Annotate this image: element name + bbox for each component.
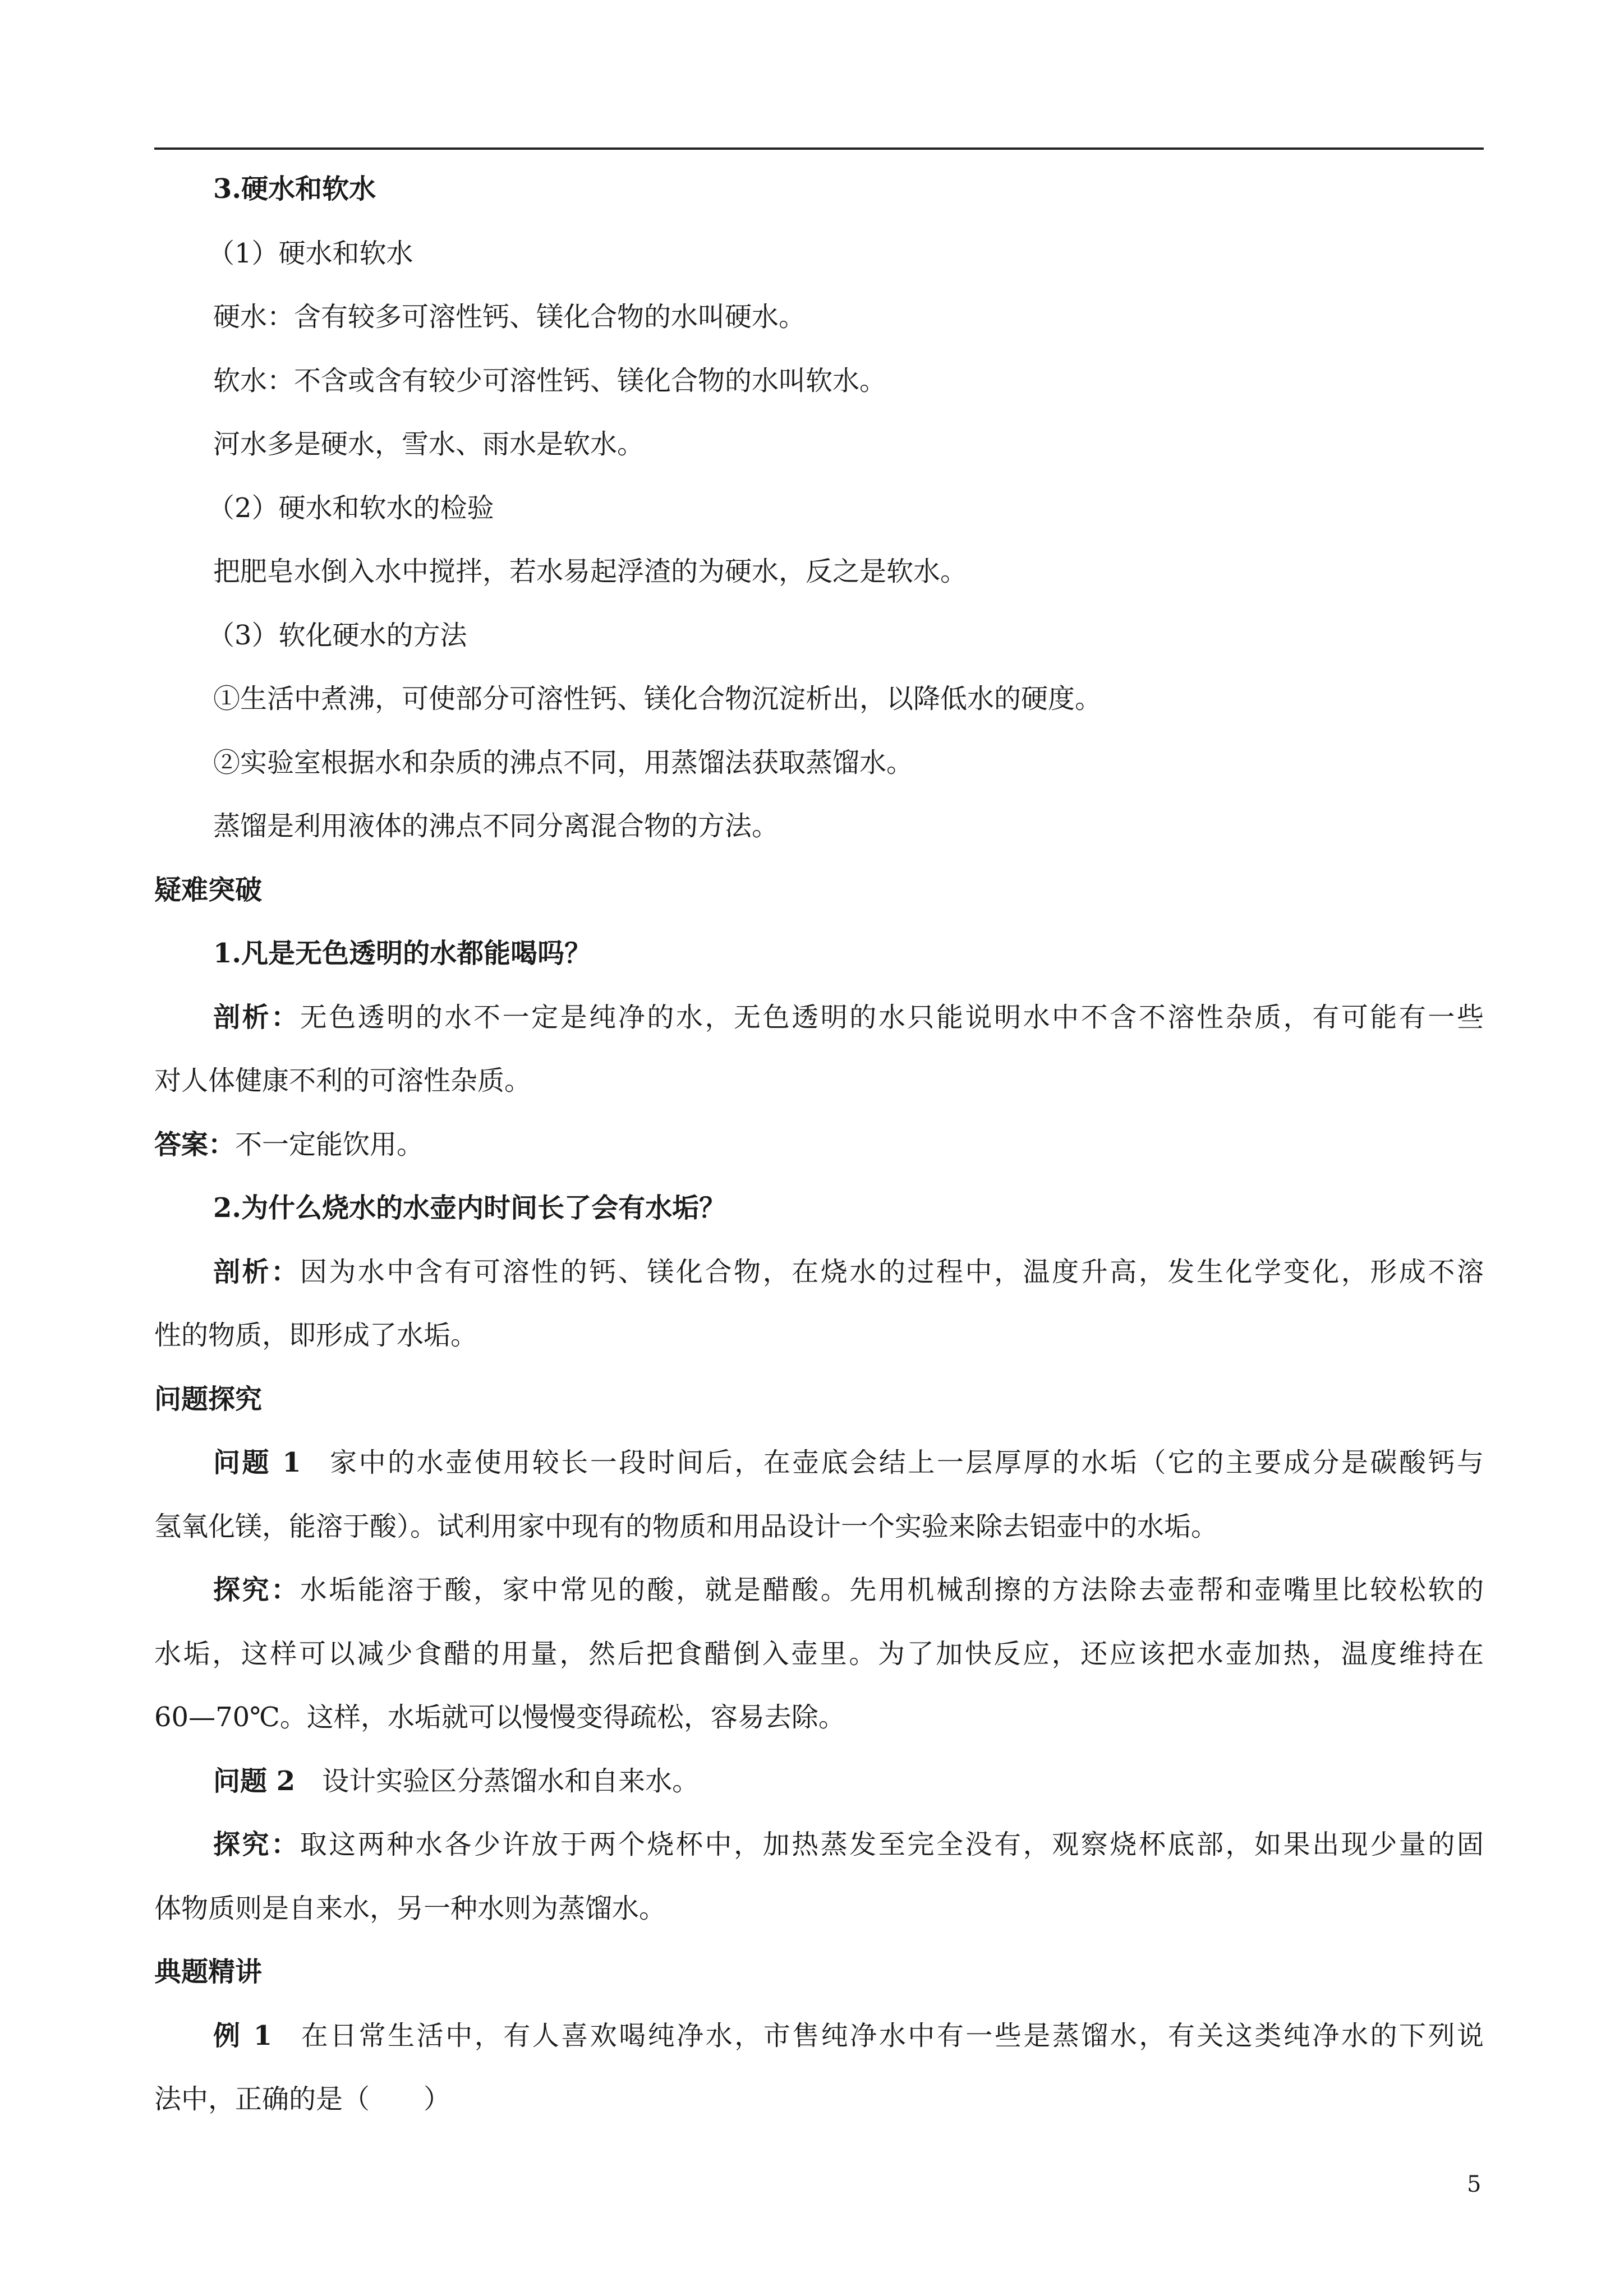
example-label: 例 1 [213, 2020, 273, 2051]
problem-1-line-2: 氢氧化镁，能溶于酸）。试利用家中现有的物质和用品设计一个实验来除去铝壶中的水垢。 [154, 1511, 1218, 1542]
example-1-line-2: 法中，正确的是（ ） [154, 2083, 451, 2115]
exploration-label: 探究： [213, 1574, 300, 1606]
problem-label: 问题 1 [213, 1447, 301, 1478]
section-title: 3.硬水和软水 [213, 173, 376, 205]
exploration-2-line-1: 探究：取这两种水各少许放于两个烧杯中，加热蒸发至完全没有，观察烧杯底部，如果出现少量的固 [213, 1829, 1484, 1860]
analysis-2-line-2: 性的物质，即形成了水垢。 [154, 1320, 478, 1351]
analysis-label: 剖析： [213, 1256, 300, 1288]
problem-label: 问题 2 [213, 1765, 296, 1797]
subsection-2: （2）硬水和软水的检验 [208, 492, 494, 524]
question-1: 1.凡是无色透明的水都能喝吗？ [213, 938, 592, 969]
softening-method-2: ②实验室根据水和杂质的沸点不同，用蒸馏法获取蒸馏水。 [213, 747, 914, 778]
heading-examples: 典题精讲 [154, 1956, 263, 1988]
answer-label: 答案： [154, 1129, 236, 1160]
analysis-2-line-1: 剖析：因为水中含有可溶性的钙、镁化合物，在烧水的过程中，温度升高，发生化学变化，形成不溶 [213, 1256, 1484, 1288]
subsection-1: （1）硬水和软水 [208, 238, 413, 269]
problem-2: 问题 2 设计实验区分蒸馏水和自来水。 [213, 1765, 700, 1797]
exploration-label: 探究： [213, 1829, 300, 1860]
softening-method-1: ①生活中煮沸，可使部分可溶性钙、镁化合物沉淀析出，以降低水的硬度。 [213, 683, 1102, 714]
analysis-1-line-2: 对人体健康不利的可溶性杂质。 [154, 1065, 532, 1096]
subsection-3: （3）软化硬水的方法 [208, 620, 467, 651]
header-rule [154, 147, 1484, 150]
heading-difficulty: 疑难突破 [154, 874, 263, 906]
analysis-label: 剖析： [213, 1002, 300, 1033]
test-method: 把肥皂水倒入水中搅拌，若水易起浮渣的为硬水，反之是软水。 [213, 556, 968, 587]
exploration-2-line-2: 体物质则是自来水，另一种水则为蒸馏水。 [154, 1893, 666, 1924]
answer-1: 答案：不一定能饮用。 [154, 1129, 424, 1160]
soft-water-definition: 软水：不含或含有较少可溶性钙、镁化合物的水叫软水。 [213, 365, 887, 397]
exploration-1-line-2: 水垢，这样可以减少食醋的用量，然后把食醋倒入壶里。为了加快反应，还应该把水壶加热，温度维持在 [154, 1638, 1484, 1670]
distillation-note: 蒸馏是利用液体的沸点不同分离混合物的方法。 [213, 810, 779, 842]
heading-inquiry: 问题探究 [154, 1384, 263, 1415]
problem-1-line-1: 问题 1 家中的水壶使用较长一段时间后，在壶底会结上一层厚厚的水垢（它的主要成分是碳酸钙与 [213, 1447, 1484, 1478]
exploration-1-line-3: 60—70℃。这样，水垢就可以慢慢变得疏松，容易去除。 [154, 1702, 845, 1733]
water-examples: 河水多是硬水，雪水、雨水是软水。 [213, 428, 645, 460]
exploration-1-line-1: 探究：水垢能溶于酸，家中常见的酸，就是醋酸。先用机械刮擦的方法除去壶帮和壶嘴里比较松软的 [213, 1574, 1484, 1606]
hard-water-definition: 硬水：含有较多可溶性钙、镁化合物的水叫硬水。 [213, 301, 806, 333]
page-number: 5 [1467, 2171, 1482, 2197]
analysis-1-line-1: 剖析：无色透明的水不一定是纯净的水，无色透明的水只能说明水中不含不溶性杂质，有可能有一些 [213, 1002, 1484, 1033]
example-1-line-1: 例 1 在日常生活中，有人喜欢喝纯净水，市售纯净水中有一些是蒸馏水，有关这类纯净水的下列说 [213, 2020, 1484, 2051]
question-2: 2.为什么烧水的水壶内时间长了会有水垢？ [213, 1192, 726, 1224]
